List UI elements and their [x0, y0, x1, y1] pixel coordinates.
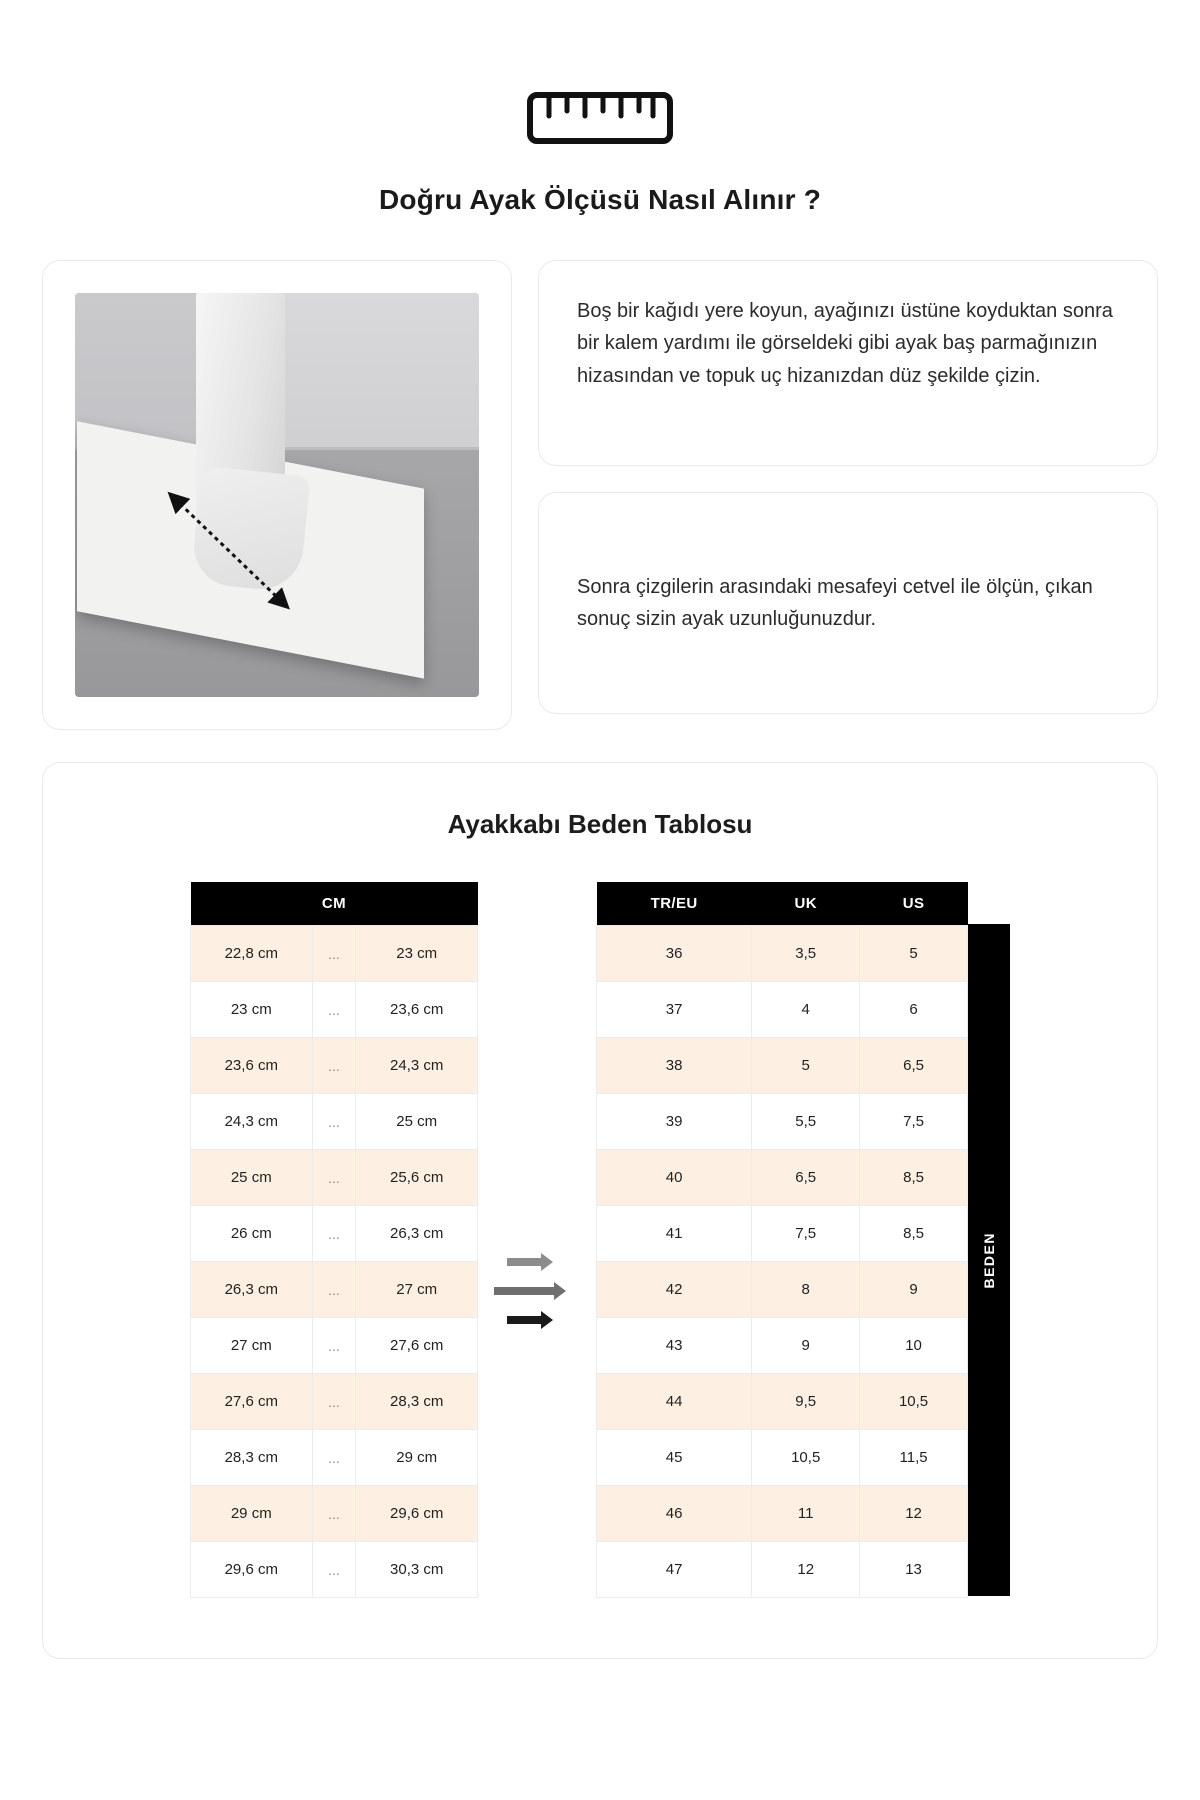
ruler-icon: [527, 92, 673, 144]
cell-eu: 45: [597, 1430, 752, 1486]
cell-us: 9: [860, 1262, 968, 1318]
table-row: [191, 1094, 478, 1150]
photo-card: [42, 260, 512, 730]
cell-uk: 9: [752, 1318, 860, 1374]
cm-max: 24,3 cm: [356, 1038, 478, 1094]
cm-table: [190, 882, 478, 1598]
table-row: [191, 1150, 478, 1206]
cell-us: 10: [860, 1318, 968, 1374]
cell-uk: 7,5: [752, 1206, 860, 1262]
table-row: [597, 1374, 968, 1430]
foot-measurement-photo: [75, 293, 479, 697]
cm-max: 30,3 cm: [356, 1542, 478, 1598]
cell-uk: 11: [752, 1486, 860, 1542]
table-row: [597, 1094, 968, 1150]
cell-uk: 10,5: [752, 1430, 860, 1486]
instruction-text-column: [538, 260, 1158, 714]
cell-us: 6: [860, 982, 968, 1038]
size-table-body: [597, 926, 968, 1598]
size-conversion-table: [596, 882, 968, 1598]
table-row: [597, 1206, 968, 1262]
cm-max: 23 cm: [356, 926, 478, 982]
cell-uk: 5: [752, 1038, 860, 1094]
cell-eu: 41: [597, 1206, 752, 1262]
cm-table-body: [191, 926, 478, 1598]
cm-separator: ...: [312, 1094, 356, 1150]
instruction-text-1: Boş bir kağıdı yere koyun, ayağınızı üstüne koyduktan sonra bir kalem yardımı ile görseldeki gibi ayak baş parmağınızın hizasından ve topuk uç hizanızdan düz şekilde çizin.: [577, 300, 1113, 387]
cell-us: 11,5: [860, 1430, 968, 1486]
cm-max: 28,3 cm: [356, 1374, 478, 1430]
cm-min: 26,3 cm: [191, 1262, 313, 1318]
cell-uk: 6,5: [752, 1150, 860, 1206]
cm-separator: ...: [312, 1206, 356, 1262]
ruler-icon-wrapper: [0, 0, 1200, 144]
cell-us: 5: [860, 926, 968, 982]
cell-us: 10,5: [860, 1374, 968, 1430]
table-row: [191, 1486, 478, 1542]
column-header-eu: TR/EU: [597, 882, 752, 926]
table-row: [191, 1430, 478, 1486]
cell-uk: 9,5: [752, 1374, 860, 1430]
size-table-title: Ayakkabı Beden Tablosu: [447, 809, 753, 839]
arrow-right-icon-dark: [505, 1310, 569, 1330]
size-tables-row: [83, 882, 1117, 1598]
table-row: [597, 1430, 968, 1486]
table-row: [597, 1150, 968, 1206]
cm-max: 29 cm: [356, 1430, 478, 1486]
cell-us: 8,5: [860, 1206, 968, 1262]
cell-uk: 4: [752, 982, 860, 1038]
arrow-right-icon-medium: [492, 1281, 582, 1301]
size-table-card: [42, 762, 1158, 1659]
cm-min: 29 cm: [191, 1486, 313, 1542]
cm-max: 27,6 cm: [356, 1318, 478, 1374]
cm-header: CM: [191, 882, 478, 926]
cm-min: 23,6 cm: [191, 1038, 313, 1094]
instruction-card-1: [538, 260, 1158, 466]
table-row: [597, 1318, 968, 1374]
cell-us: 13: [860, 1542, 968, 1598]
cell-eu: 39: [597, 1094, 752, 1150]
cm-min: 28,3 cm: [191, 1430, 313, 1486]
cm-max: 27 cm: [356, 1262, 478, 1318]
cm-min: 25 cm: [191, 1150, 313, 1206]
cell-eu: 46: [597, 1486, 752, 1542]
cell-eu: 40: [597, 1150, 752, 1206]
table-row: [191, 1038, 478, 1094]
cell-us: 12: [860, 1486, 968, 1542]
table-row: [191, 926, 478, 982]
arrows-group: [478, 882, 596, 1330]
cm-min: 27,6 cm: [191, 1374, 313, 1430]
cm-separator: ...: [312, 1262, 356, 1318]
cell-us: 6,5: [860, 1038, 968, 1094]
cm-max: 25,6 cm: [356, 1150, 478, 1206]
cell-us: 7,5: [860, 1094, 968, 1150]
cm-separator: ...: [312, 926, 356, 982]
cm-max: 23,6 cm: [356, 982, 478, 1038]
arrow-right-icon-small: [505, 1252, 569, 1272]
cell-eu: 44: [597, 1374, 752, 1430]
cm-separator: ...: [312, 1430, 356, 1486]
cm-min: 29,6 cm: [191, 1542, 313, 1598]
instructions-section: [0, 260, 1200, 730]
table-row: [597, 1486, 968, 1542]
cm-max: 25 cm: [356, 1094, 478, 1150]
column-header-uk: UK: [752, 882, 860, 926]
cm-separator: ...: [312, 1038, 356, 1094]
cm-max: 29,6 cm: [356, 1486, 478, 1542]
cm-min: 22,8 cm: [191, 926, 313, 982]
cell-eu: 47: [597, 1542, 752, 1598]
table-row: [191, 1262, 478, 1318]
cm-min: 26 cm: [191, 1206, 313, 1262]
table-row: [597, 1038, 968, 1094]
cm-separator: ...: [312, 1542, 356, 1598]
cm-min: 27 cm: [191, 1318, 313, 1374]
cell-us: 8,5: [860, 1150, 968, 1206]
table-row: [191, 1318, 478, 1374]
table-row: [597, 1542, 968, 1598]
cm-separator: ...: [312, 982, 356, 1038]
cm-separator: ...: [312, 1318, 356, 1374]
instruction-card-2: [538, 492, 1158, 714]
cell-uk: 8: [752, 1262, 860, 1318]
page-title: Doğru Ayak Ölçüsü Nasıl Alınır ?: [378, 184, 822, 215]
table-row: [597, 982, 968, 1038]
table-row: [191, 1542, 478, 1598]
cm-separator: ...: [312, 1486, 356, 1542]
cm-max: 26,3 cm: [356, 1206, 478, 1262]
measure-arrow-icon: [160, 487, 322, 620]
instruction-text-2: Sonra çizgilerin arasındaki mesafeyi cetvel ile ölçün, çıkan sonuç sizin ayak uzunluğunuzdur.: [577, 575, 1093, 630]
cell-eu: 37: [597, 982, 752, 1038]
table-row: [191, 982, 478, 1038]
cell-uk: 3,5: [752, 926, 860, 982]
cell-eu: 38: [597, 1038, 752, 1094]
cell-eu: 36: [597, 926, 752, 982]
cell-eu: 42: [597, 1262, 752, 1318]
cm-separator: ...: [312, 1150, 356, 1206]
beden-side-label: [968, 924, 1010, 1596]
cell-uk: 12: [752, 1542, 860, 1598]
table-row: [191, 1206, 478, 1262]
table-row: [597, 926, 968, 982]
table-row: [597, 1262, 968, 1318]
cell-eu: 43: [597, 1318, 752, 1374]
cm-min: 24,3 cm: [191, 1094, 313, 1150]
beden-side-label-text: BEDEN: [981, 1231, 997, 1289]
column-header-us: US: [860, 882, 968, 926]
cm-separator: ...: [312, 1374, 356, 1430]
cell-uk: 5,5: [752, 1094, 860, 1150]
cm-min: 23 cm: [191, 982, 313, 1038]
table-row: [191, 1374, 478, 1430]
